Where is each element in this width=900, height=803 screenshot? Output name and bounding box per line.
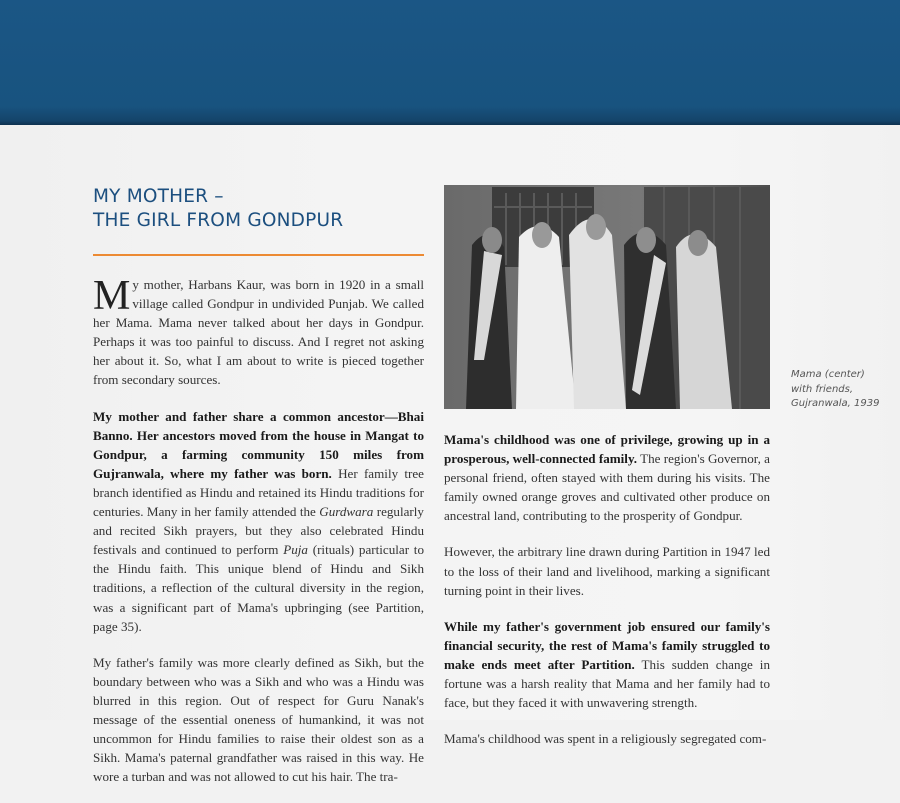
right-column	[444, 185, 770, 765]
header-band	[0, 0, 900, 125]
paragraph-partition: However, the arbitrary line drawn during Partition in 1947 led to the loss of their land and livelihood, marking a significant turning point in their lives.	[444, 544, 770, 598]
paragraph-ancestor: My mother and father share a common ancestor—Bhai Banno. Her ancestors moved from the house in Mangat to Gondpur, a farming community 150 miles from Gujranwala, where my father was born. Her family tree branch identified as Hindu and retained its Hindu traditions for centuries. Many in her family attended the Gurdwara regularly and recited Sikh prayers, but they also celebrated Hindu festivals and continued to perform Puja (rituals) particular to the Hindu faith. This unique blend of Hindu and Sikh traditions, a reflection of the cultural diversity in the region, was a significant part of Mama's upbringing (see Partition, page 35).	[93, 408, 424, 634]
family-photo	[444, 185, 770, 409]
title-line-2: THE GIRL FROM GONDPUR	[93, 210, 344, 231]
paragraph-father-family: My father's family was more clearly defined as Sikh, but the boundary between who was a Sikh and who was a Hindu was blurred in this region. Out of respect for Guru Nanak's message of the essential oneness of humankind, it was not uncommon for Hindu families to raise their oldest son as a Sikh. Mama's paternal grandfather was raised in this way. He wore a turban and was not allowed to cut his hair. The tra-	[93, 654, 424, 785]
photo-illustration	[444, 185, 770, 409]
orange-divider	[93, 254, 424, 256]
paragraph-segregated: Mama's childhood was spent in a religiously segregated com-	[444, 731, 767, 747]
paragraph-intro: My mother, Harbans Kaur, was born in 1920 in a small village called Gondpur in undivided Punjab. We called her Mama. Mama never talked about her days in Gondpur. Perhaps it was too painful to discuss. And I regret not asking her about it. So, what I am about to write is pieced together from secondary sources.	[93, 273, 424, 388]
paragraph-security: While my father's government job ensured our family's financial security, the rest of Mama's family struggled to make ends meet after Partition. This sudden change in fortune was a harsh reality that Mama and her family had to face, but they faced it with unwavering strength.	[444, 618, 770, 711]
paragraph-privilege: Mama's childhood was one of privilege, growing up in a prosperous, well-connected family. The region's Governor, a personal friend, often stayed with them during his visits. The family owned orange groves and cultivated other produce on ancestral land, contributing to the prosperity of Gondpur.	[444, 432, 770, 524]
photo-caption: Mama (center) with friends, Gujranwala, 1939	[791, 369, 880, 409]
drop-cap: M	[93, 273, 131, 319]
left-column	[93, 185, 424, 803]
title-line-1: MY MOTHER –	[93, 186, 224, 207]
article-title	[93, 185, 424, 233]
